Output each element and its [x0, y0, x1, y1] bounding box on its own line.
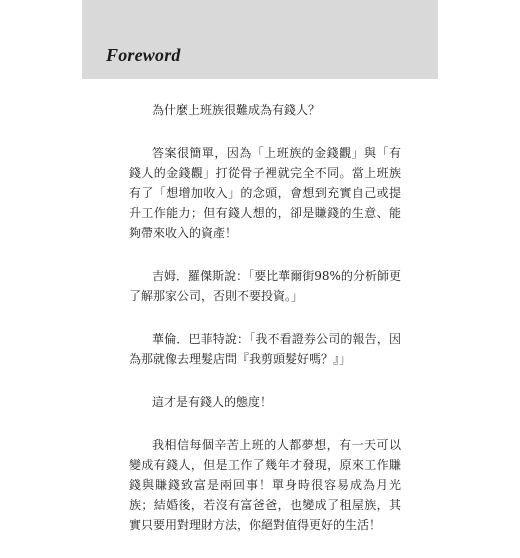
- paragraph-jim-rogers-quote: 吉姆．羅傑斯說：「要比華爾街98%的分析師更了解那家公司，否則不要投資。」: [129, 269, 401, 303]
- page-header: [82, 0, 438, 79]
- page-title: Foreword: [106, 45, 181, 65]
- paragraph-answer: 答案很簡單，因為「上班族的金錢觀」與「有錢人的金錢觀」打從骨子裡就完全不同。當上班族有了「想增加收入」的念頭，會想到充實自己或提升工作能力；但有錢人想的，卻是賺錢的生意、能夠帶來收入的資產！: [129, 146, 401, 240]
- paragraph-dream: 我相信每個辛苦上班的人都夢想，有一天可以變成有錢人，但是工作了幾年才發現，原來工作賺錢與賺錢致富是兩回事！單身時很容易成為月光族；結婚後，若沒有富爸爸，也變成了租屋族，其實只要用對理財方法，你絕對值得更好的生活！: [129, 438, 401, 532]
- paragraph-attitude: 這才是有錢人的態度！: [152, 395, 273, 409]
- paragraph-warren-buffett-quote: 華倫．巴菲特說：「我不看證券公司的報告，因為那就像去理髮店問『我剪頭髮好嗎？』」: [129, 332, 401, 366]
- foreword-body: [129, 100, 401, 558]
- paragraph-question: 為什麼上班族很難成為有錢人？: [152, 103, 321, 117]
